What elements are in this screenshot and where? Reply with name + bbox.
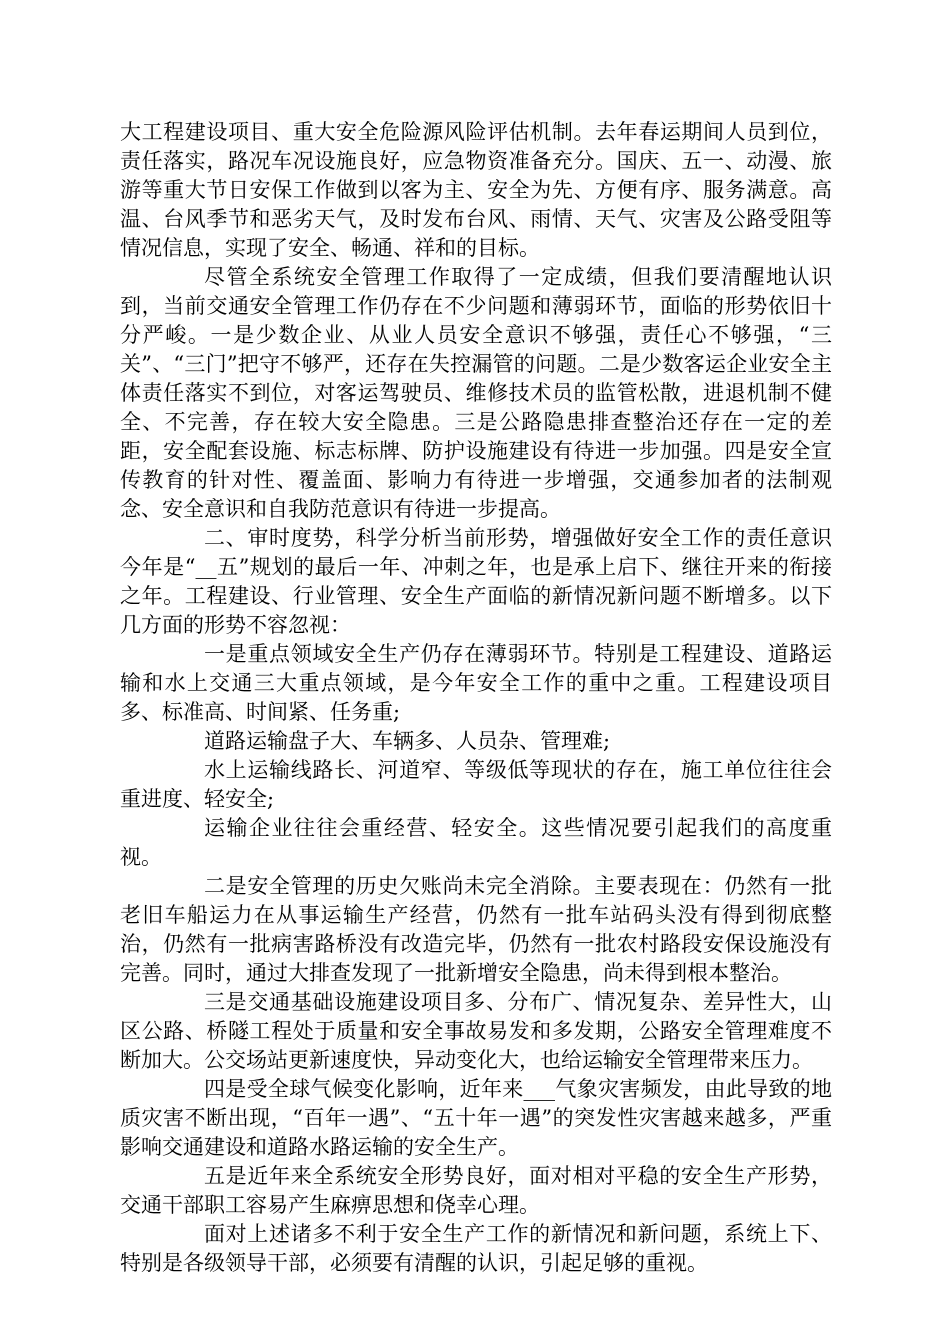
paragraph: 三是交通基础设施建设项目多、分布广、情况复杂、差异性大，山区公路、桥隧工程处于质量和安全事故易发和多发期，公路安全管理难度不断加大。公交场站更新速度快，异动变化大，也给运输安全管理带来压力。: [120, 990, 832, 1072]
paragraph: 五是近年来全系统安全形势良好，面对相对平稳的安全生产形势，交通干部职工容易产生麻痹思想和侥幸心理。: [120, 1164, 832, 1217]
paragraph: 四是受全球气候变化影响，近年来___气象灾害频发，由此导致的地质灾害不断出现，“百年一遇”、“五十年一遇”的突发性灾害越来越多，严重影响交通建设和道路水路运输的安全生产。: [120, 1077, 832, 1159]
paragraph: 运输企业往往会重经营、轻安全。这些情况要引起我们的高度重视。: [120, 816, 832, 869]
document-body: [120, 118, 832, 1278]
paragraph: 道路运输盘子大、车辆多、人员杂、管理难;: [204, 729, 611, 753]
paragraph: 水上运输线路长、河道窄、等级低等现状的存在，施工单位往往会重进度、轻安全;: [120, 758, 832, 811]
paragraph: 二、审时度势，科学分析当前形势，增强做好安全工作的责任意识 今年是“__五”规划的最后一年、冲刺之年，也是承上启下、继往开来的衔接之年。工程建设、行业管理、安全生产面临的新情况新问题不断增多。以下几方面的形势不容忽视：: [120, 526, 832, 637]
paragraph: 一是重点领域安全生产仍存在薄弱环节。特别是工程建设、道路运输和水上交通三大重点领域，是今年安全工作的重中之重。工程建设项目多、标准高、时间紧、任务重;: [120, 642, 832, 724]
paragraph: 二是安全管理的历史欠账尚未完全消除。主要表现在：仍然有一批老旧车船运力在从事运输生产经营，仍然有一批车站码头没有得到彻底整治，仍然有一批病害路桥没有改造完毕，仍然有一批农村路段安保设施没有完善。同时，通过大排查发现了一批新增安全隐患，尚未得到根本整治。: [120, 874, 832, 985]
paragraph: 尽管全系统安全管理工作取得了一定成绩，但我们要清醒地认识到，当前交通安全管理工作仍存在不少问题和薄弱环节，面临的形势依旧十分严峻。一是少数企业、从业人员安全意识不够强，责任心不够强，“三关”、“三门”把守不够严，还存在失控漏管的问题。二是少数客运企业安全主体责任落实不到位，对客运驾驶员、维修技术员的监管松散，进退机制不健全、不完善，存在较大安全隐患。三是公路隐患排查整治还存在一定的差距，安全配套设施、标志标牌、防护设施建设有待进一步加强。四是安全宣传教育的针对性、覆盖面、影响力有待进一步增强，交通参加者的法制观念、安全意识和自我防范意识有待进一步提高。: [120, 265, 832, 521]
paragraph: 面对上述诸多不利于安全生产工作的新情况和新问题，系统上下、特别是各级领导干部，必须要有清醒的认识，引起足够的重视。: [120, 1222, 832, 1275]
paragraph: 大工程建设项目、重大安全危险源风险评估机制。去年春运期间人员到位，责任落实，路况车况设施良好，应急物资准备充分。国庆、五一、动漫、旅游等重大节日安保工作做到以客为主、安全为先、方便有序、服务满意。高温、台风季节和恶劣天气，及时发布台风、雨情、天气、灾害及公路受阻等情况信息，实现了安全、畅通、祥和的目标。: [120, 120, 832, 260]
